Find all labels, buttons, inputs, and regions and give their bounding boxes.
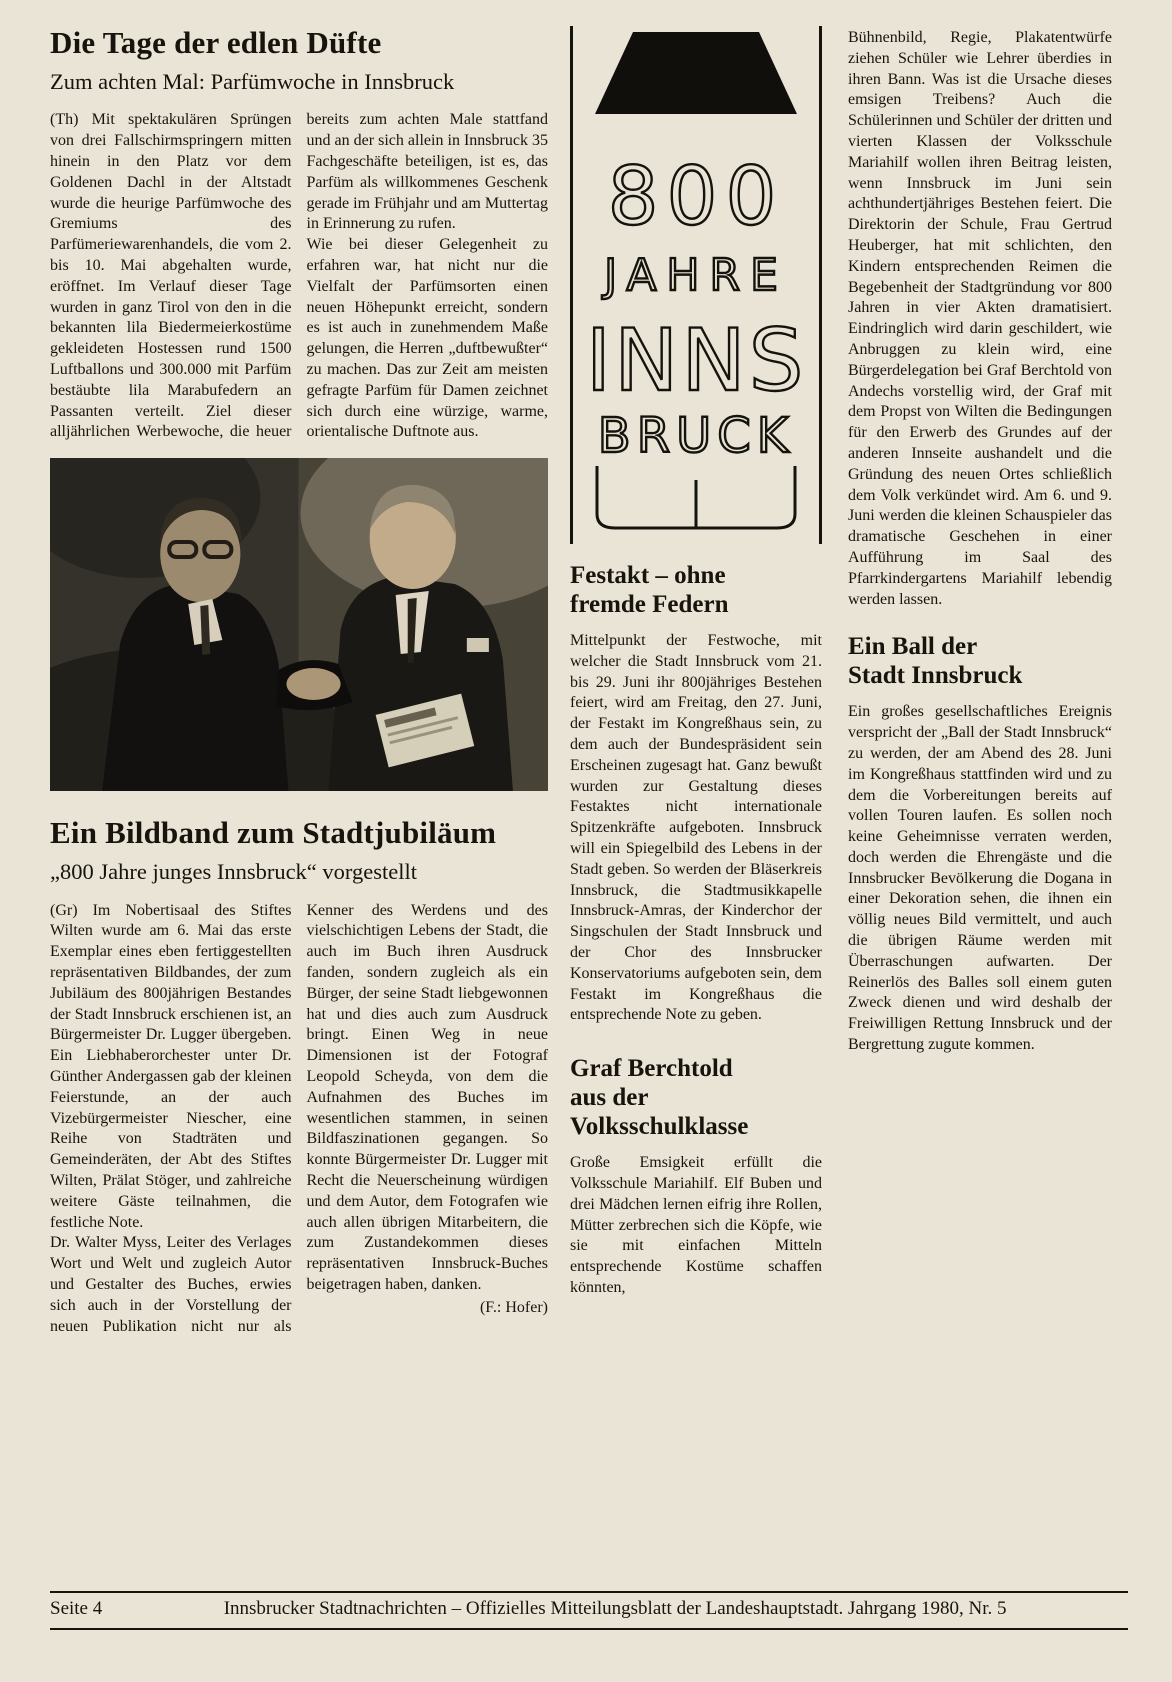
paragraph: Dr. Walter Myss, Leiter des Verlages Wort und Welt und zugleich Autor und Gestalter des Buches, erwies sich auch in der Vorstellung der neuen Publikation nicht nur als Kenner des Werdens und des vielschichtigen Lebens der Stadt, die auch im Buch ihren Ausdruck fanden, sondern zugleich als ein Bürger, der seine Stadt liebgewonnen hat und dies auch zum Ausdruck bringt. Einen Weg in neue Dimensionen ist der Fotograf Leopold Scheyda, von dem die Aufnahmen des Buches im wesentlichen stammen, in seinen Bildfaszinationen gegangen. So konnte Bürgermeister Dr. Lugger mit Recht die Neuerscheinung würdigen und dem Autor, dem Fotografen wie auch allen übrigen Mitarbeitern, die zum Zustandekommen dieses repräsentativen Innsbruck-Buches beigetragen haben, danken. <box>50 901 548 1335</box>
article-graf-body <box>570 1153 822 1299</box>
footer-publication: Innsbrucker Stadtnachrichten – Offizielles Mitteilungsblatt der Landeshauptstadt. Jahrgang 1980, Nr. 5 <box>223 1598 1007 1619</box>
photo-credit: (F.: Hofer) <box>479 1298 548 1316</box>
article-graf-continuation <box>848 28 1112 610</box>
lamp-base-shape <box>597 466 795 528</box>
paragraph: Wie bei dieser Gelegenheit zu erfahren war, hat nicht nur die Vielfalt der Parfümsorten einen neuen Höhepunkt erreicht, sondern es ist auch in zunehmendem Maße gelungen, die Herren „duftbewußter“ zu machen. Das zur Zeit am meisten gefragte Parfüm für Damen zeichnet sich durch eine würzige, warme, orientalische Duftnote aus. <box>306 236 548 441</box>
page-footer <box>50 1591 1128 1630</box>
title-line: Graf Berchtold <box>570 1055 733 1083</box>
title-line: Festakt – ohne <box>570 562 726 589</box>
article-parfum <box>50 26 548 443</box>
paragraph: Ein großes gesellschaftliches Ereignis verspricht der „Ball der Stadt Innsbruck“ zu werden, der am Abend des 28. Juni im Kongreßhaus stattfinden wird und zu dem die Vorbereitungen bereits auf vollen Touren laufen. Es sollen noch keine Geheimnisse verraten werden, doch werden die Ehrengäste und die Innsbrucker Bevölkerung die Dogana in einer Dekoration sehen, die ihnen ein völlig neues Bild vermittelt, und auch die übrigen Räume werden mit Überraschungen aufwarten. Der Reinerlös des Balles soll einem guten Zweck dienen und wird deshalb der Freiwilligen Rettung Innsbruck und der Bergrettung zugute kommen. <box>848 703 1112 1054</box>
article-ball-body <box>848 702 1112 1056</box>
middle-column <box>570 26 822 1337</box>
title-line: aus der <box>570 1084 649 1112</box>
paragraph: (Gr) Im Nobertisaal des Stiftes Wilten wurde am 6. Mai das erste Exemplar eines eben fertiggestellten repräsentativen Bildbandes, der zum Jubiläum des 800jährigen Bestandes der Stadt Innsbruck erschienen ist, an Bürgermeister Dr. Lugger übergeben. Ein Liebhaberorchester unter Dr. Günther Andergassen gab der kleinen Feierstunde, an der auch Vizebürgermeister Niescher, eine Reihe von Stadträten und Gemeinderäten, der Abt des Stiftes Wilten, Prälat Stöger, und zahlreiche weitere Gäste teilnahmen, die festliche Note. <box>50 901 292 1231</box>
left-section <box>50 26 548 1337</box>
paragraph: Bühnenbild, Regie, Plakatentwürfe ziehen Schüler wie Lehrer überdies in ihren Bann. Was ist die Ursache dieses emsigen Treibens? Auch die Schülerinnen und Schüler der dritten und vierten Klassen der Volksschule Mariahilf wollen ihren Beitrag leisten, wenn Innsbruck im Juni sein achthundertjähriges Bestehen feiert. Die Direktorin der Schule, Frau Gertrud Heuberger, hat mit schlichten, den Kindern entsprechenden Reimen die Begebenheit der Stadtgründung vor 800 Jahren in vier Akten dramatisiert. Eindringlich wird darin geschildert, wie Anbruggen zu klein wird, eine Bürgerdelegation bei Graf Berchtold von Andechs vorstellig wird, der Graf mit dem Propst von Wilten die Bedingungen für den Erwerb des Grundes auf der anderen Innseite aushandelt und die Gründung des neuen Ortes schließlich dem Volk verkündet wird. Am 6. und 9. Juni werden die kleinen Schauspieler das dramatische Geschehen in einer Aufführung im Saal des Pfarrkindergartens Mariahilf lebendig werden lassen. <box>848 29 1112 608</box>
handshake-photo <box>50 458 548 791</box>
logo-800-text: 800 <box>607 150 785 243</box>
title-line: Volksschulklasse <box>570 1113 749 1141</box>
article-graf-berchtold <box>570 1054 822 1299</box>
title-line: Ein Ball der <box>848 633 978 661</box>
article-ball-title <box>848 632 1112 690</box>
logo-bruck-text: BRUCK <box>597 408 795 464</box>
article-bildband <box>50 816 548 1337</box>
article-parfum-subtitle: Zum achten Mal: Parfümwoche in Innsbruck <box>50 68 455 94</box>
lampshade-shape <box>595 32 797 114</box>
logo-inns-text: INNS <box>585 311 807 411</box>
article-ball <box>848 632 1112 1056</box>
article-parfum-title: Die Tage der edlen Düfte <box>50 25 382 60</box>
article-bildband-title: Ein Bildband zum Stadtjubiläum <box>50 815 497 851</box>
article-festakt-body <box>570 631 822 1026</box>
article-parfum-body <box>50 110 548 443</box>
right-column <box>848 26 1112 1337</box>
article-festakt <box>570 561 822 1026</box>
title-line: fremde Federn <box>570 591 729 618</box>
article-festakt-title <box>570 561 822 619</box>
paragraph: Große Emsigkeit erfüllt die Volksschule Mariahilf. Elf Buben und drei Mädchen lernen eifrig ihre Rollen, Mütter zerbrechen sich die Köpfe, wie sie mit einfachen Mitteln entsprechende Kostüme schaffen könnten, <box>570 1154 822 1296</box>
handshake-photo-image <box>50 458 548 791</box>
article-bildband-body <box>50 901 548 1338</box>
paragraph: Mittelpunkt der Festwoche, mit welcher die Stadt Innsbruck vom 21. bis 29. Juni ihr 800jähriges Bestehen feiert, wird am Freitag, den 27. Juni, der Festakt im Kongreßhaus sein, zu dem auch der Bundespräsident sein Erscheinen zugesagt hat. Ganz bewußt wurden zur Gestaltung dieses Festaktes nicht internationale Spitzenkräfte aufgeboten. Innsbruck will ein Spiegelbild des Lebens in der Stadt geben. So werden der Bläserkreis Innsbruck, die Stadtmusikkapelle Innsbruck-Amras, der Kinderchor der Singschulen der Stadt Innsbruck und der Chor des Innsbrucker Konservatoriums aufgeboten sein, dem Festakt im Kongreßhaus die entsprechende Note zu geben. <box>570 632 822 1024</box>
page-number: Seite 4 <box>50 1598 103 1619</box>
title-line: Stadt Innsbruck <box>848 662 1023 690</box>
article-graf-title <box>570 1054 822 1141</box>
logo-800-jahre-innsbruck <box>570 26 822 544</box>
lamp-logo-svg <box>573 28 819 538</box>
article-bildband-subtitle: „800 Jahre junges Innsbruck“ vorgestellt <box>50 858 417 884</box>
logo-jahre-text: JAHRE <box>604 250 788 301</box>
paragraph: (Th) Mit spektakulären Sprüngen von drei Fallschirmspringern mitten hinein in den Platz vor dem Goldenen Dachl in der Altstadt wurde die heurige Parfümwoche des Gremiums des Parfümeriewarenhandels, die vom 2. bis 10. Mai abgehalten wurde, eröffnet. Im Verlauf dieser Tage wurden in ganz Tirol von den in die bekannten lila Biedermeierkostüme gekleideten Hostessen rund 1500 Luftballons und 300.000 mit Parfüm bestäubte lila Marabufedern an Passanten verteilt. Ziel dieser alljährlichen Werbewoche, die heuer bereits zum achten Male stattfand und an der sich allein in Innsbruck 35 Fachgeschäfte beteiligen, ist es, das Parfüm als willkommenes Geschenk gerade im Frühjahr und am Muttertag in Erinnerung zu rufen. <box>50 111 548 441</box>
